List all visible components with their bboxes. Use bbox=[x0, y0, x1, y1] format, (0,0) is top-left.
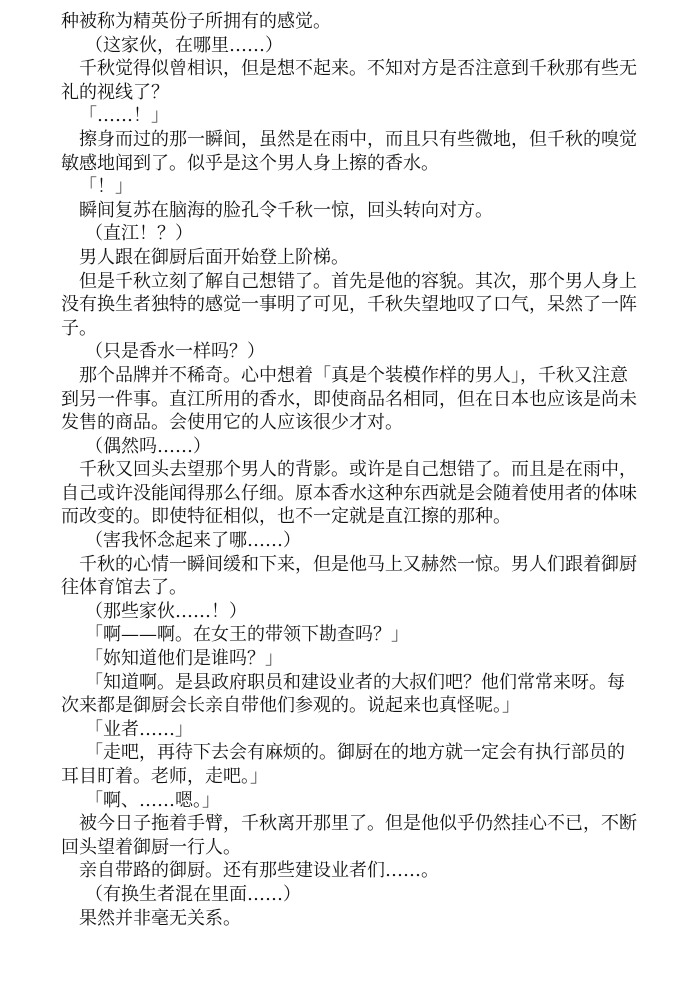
paragraph: 那个品牌并不稀奇。心中想着「真是个装模作样的男人」，千秋又注意到另一件事。直江所用的香水，即使商品名相同，但在日本也应该是尚未发售的商品。会使用它的人应该很少才对。 bbox=[61, 364, 637, 434]
paragraph: 果然并非毫无关系。 bbox=[79, 907, 241, 929]
paragraph: 「知道啊。是县政府职员和建设业者的大叔们吧？他们常常来呀。每次来都是御厨会长亲自带他们参观的。说起来也真怪呢。」 bbox=[61, 671, 625, 717]
paragraph: 千秋的心情一瞬间缓和下来，但是他马上又赫然一惊。男人们跟着御厨往体育馆去了。 bbox=[61, 553, 637, 599]
paragraph: 擦身而过的那一瞬间，虽然是在雨中，而且只有些微地，但千秋的嗅觉敏感地闻到了。似乎是这个男人身上擦的香水。 bbox=[61, 128, 637, 174]
paragraph: （只是香水一样吗？） bbox=[85, 341, 265, 363]
paragraph: 男人跟在御厨后面开始登上阶梯。 bbox=[79, 246, 349, 268]
paragraph: 亲自带路的御厨。还有那些建设业者们……。 bbox=[79, 860, 439, 882]
paragraph: 「……！」 bbox=[79, 105, 169, 127]
paragraph: 「走吧，再待下去会有麻烦的。御厨在的地方就一定会有执行部员的耳目盯着。老师，走吧。」 bbox=[61, 742, 625, 787]
paragraph: 「啊——啊。在女王的带领下勘查吗？」 bbox=[85, 624, 409, 646]
paragraph: （偶然吗……） bbox=[85, 435, 211, 457]
paragraph: 「啊、……嗯。」 bbox=[85, 789, 220, 811]
paragraph: 「业者……」 bbox=[85, 718, 193, 740]
paragraph: 被今日子拖着手臂，千秋离开那里了。但是他似乎仍然挂心不已，不断回头望着御厨一行人。 bbox=[61, 813, 637, 858]
paragraph: 种被称为精英份子所拥有的感觉。 bbox=[61, 11, 331, 32]
paragraph: （害我怀念起来了哪……） bbox=[85, 530, 301, 552]
paragraph: 但是千秋立刻了解自己想错了。首先是他的容貌。其次，那个男人身上没有换生者独特的感觉一事明了可见，千秋失望地叹了口气，呆然了一阵子。 bbox=[61, 270, 637, 339]
paragraph: （这家伙，在哪里……） bbox=[85, 34, 283, 56]
paragraph: 瞬间复苏在脑海的脸孔令千秋一惊，回头转向对方。 bbox=[79, 199, 493, 221]
paragraph: （有换生者混在里面……） bbox=[85, 883, 301, 905]
paragraph: 「！」 bbox=[79, 176, 133, 198]
paragraph: 千秋觉得似曾相识，但是想不起来。不知对方是否注意到千秋那有些无礼的视线了？ bbox=[61, 58, 637, 103]
paragraph: 千秋又回头去望那个男人的背影。或许是自己想错了。而且是在雨中，自己或许没能闻得那么仔细。原本香水这种东西就是会随着使用者的体味而改变的。即使特征相似，也不一定就是直江擦的那种。 bbox=[61, 459, 637, 528]
paragraph: （直江！？） bbox=[85, 223, 193, 245]
paragraph: 「妳知道他们是谁吗？」 bbox=[85, 648, 283, 670]
document-page bbox=[61, 10, 641, 930]
paragraph: （那些家伙……！） bbox=[85, 600, 247, 622]
